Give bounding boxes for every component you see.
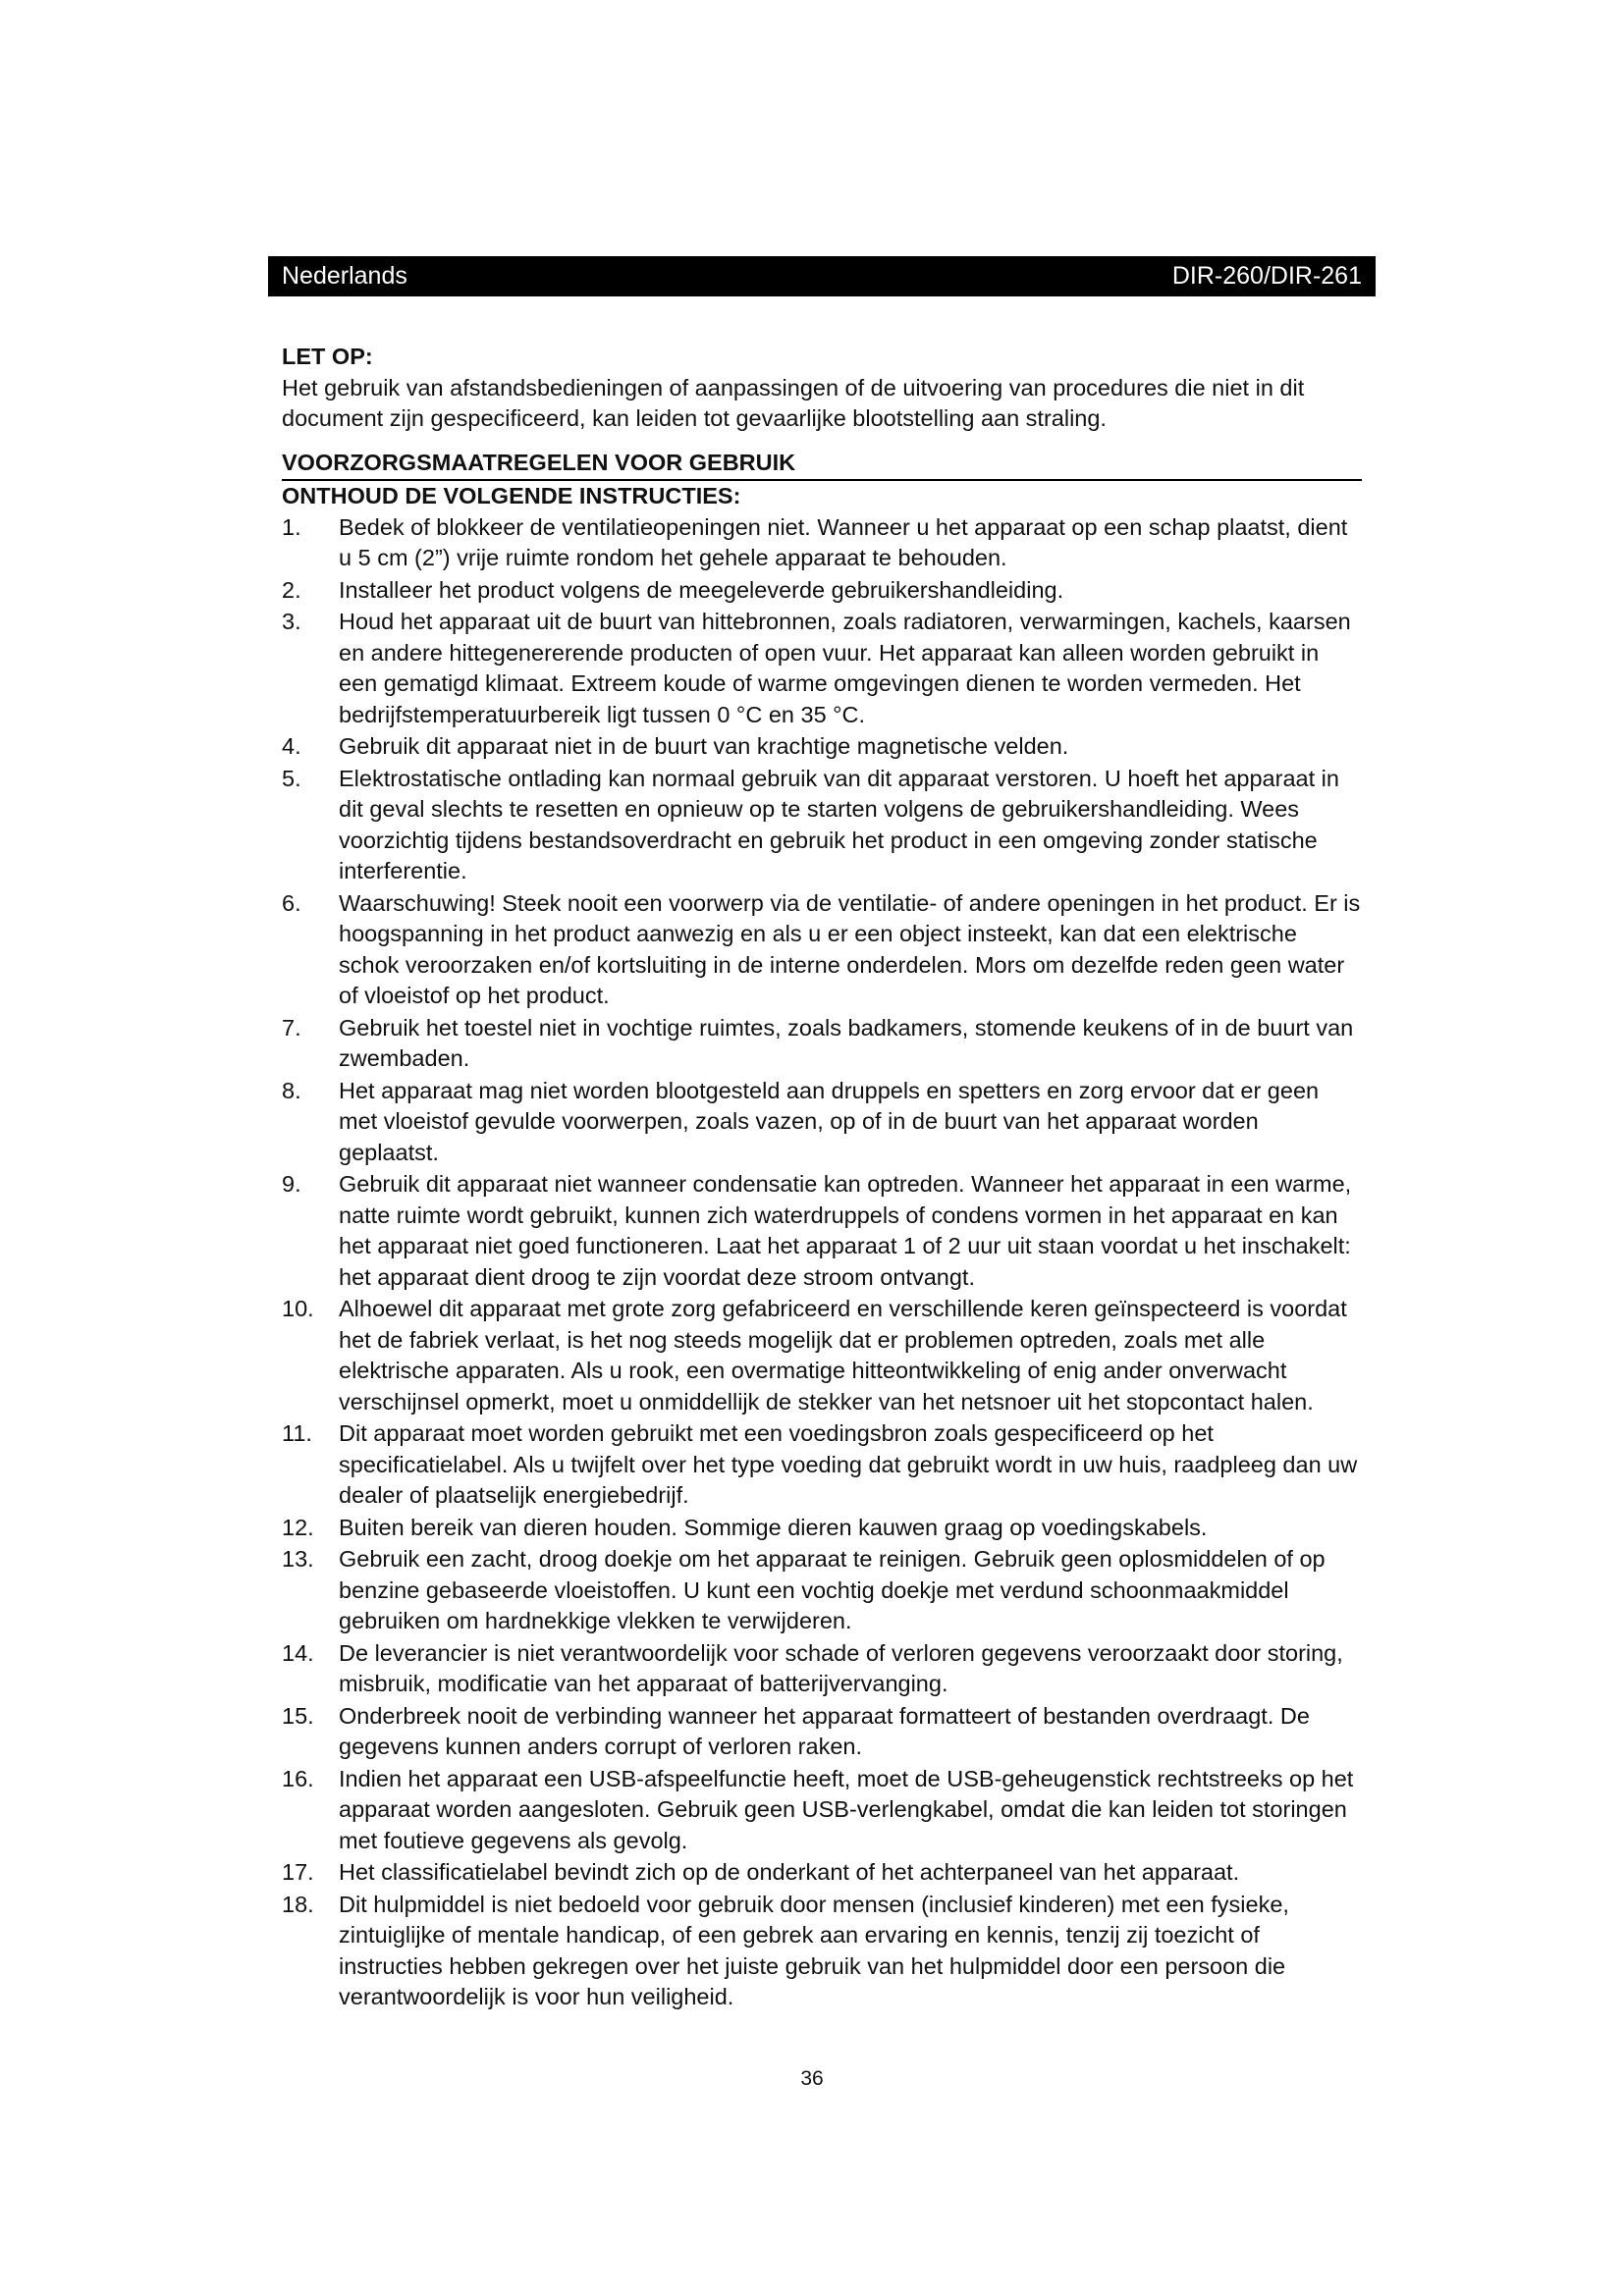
item-number: 15. <box>282 1702 314 1729</box>
item-text: Gebruik dit apparaat niet wanneer condensatie kan optreden. Wanneer het apparaat in een warme, natte ruimte wordt gebruikt, kunnen zich waterdruppels of condens vormen in het apparaat en kan het apparaat niet goed functioneren. Laat het apparaat 1 of 2 uur uit staan voordat u het inschakelt: het apparaat dient droog te zijn voordat deze stroom ontvangt. <box>339 1171 1352 1290</box>
item-number: 4. <box>282 733 301 759</box>
section-subtitle: ONTHOUD DE VOLGENDE INSTRUCTIES: <box>282 483 741 508</box>
header-model: DIR-260/DIR-261 <box>1171 262 1362 290</box>
item-text: Gebruik een zacht, droog doekje om het apparaat te reinigen. Gebruik geen oplosmiddelen of op benzine gebaseerde vloeistoffen. U kunt een vochtig doekje met verdund schoonmaakmiddel gebruiken om hardnekkige vlekken te verwijderen. <box>339 1546 1326 1633</box>
item-text: Elektrostatische ontlading kan normaal gebruik van dit apparaat verstoren. U hoeft het apparaat in dit geval slechts te resetten en opnieuw op te starten volgens de gebruikershandleiding. Wees voorzichtig tijdens bestandsoverdracht en gebruik het product in een omgeving zonder statische interferentie. <box>339 765 1339 883</box>
item-number: 7. <box>282 1014 301 1041</box>
item-text: Gebruik dit apparaat niet in de buurt van krachtige magnetische velden. <box>339 733 1069 759</box>
item-number: 6. <box>282 889 301 916</box>
list-item <box>282 1544 1362 1637</box>
section-title: VOORZORGSMAATREGELEN VOOR GEBRUIK <box>282 448 1362 482</box>
item-number: 8. <box>282 1077 301 1103</box>
list-item <box>282 764 1362 887</box>
caution-title: LET OP: <box>282 344 373 369</box>
item-number: 10. <box>282 1296 314 1321</box>
list-item <box>282 575 1362 607</box>
item-text: Het classificatielabel bevindt zich op de onderkant of het achterpaneel van het apparaat. <box>339 1859 1240 1885</box>
item-text: Buiten bereik van dieren houden. Sommige dieren kauwen graag op voedingskabels. <box>339 1514 1208 1540</box>
item-text: Dit hulpmiddel is niet bedoeld voor gebruik door mensen (inclusief kinderen) met een fysieke, zintuiglijke of mentale handicap, of een gebrek aan ervaring en kennis, tenzij zij toezicht of instructies hebben gekregen over het juiste gebruik van het hulpmiddel door een persoon die verantwoordelijk is voor hun veiligheid. <box>339 1891 1289 2009</box>
page-content <box>282 342 1362 2014</box>
list-item <box>282 1294 1362 1417</box>
item-text: Gebruik het toestel niet in vochtige ruimtes, zoals badkamers, stomende keukens of in de buurt van zwembaden. <box>339 1014 1354 1071</box>
item-number: 18. <box>282 1891 314 1917</box>
item-number: 1. <box>282 513 301 540</box>
list-item <box>282 1013 1362 1075</box>
list-item <box>282 1764 1362 1857</box>
list-item <box>282 607 1362 730</box>
item-text: Indien het apparaat een USB-afspeelfunctie heeft, moet de USB-geheugenstick rechtstreeks op het apparaat worden aangesloten. Gebruik geen USB-verlengkabel, omdat die kan leiden tot storingen met foutieve gegevens als gevolg. <box>339 1765 1354 1853</box>
header-language: Nederlands <box>282 262 407 290</box>
list-item <box>282 1638 1362 1700</box>
item-number: 16. <box>282 1765 314 1791</box>
list-item <box>282 512 1362 574</box>
item-text: Het apparaat mag niet worden blootgesteld aan druppels en spetters en zorg ervoor dat er geen met vloeistof gevulde voorwerpen, zoals vazen, op of in de buurt van het apparaat worden geplaatst. <box>339 1077 1320 1165</box>
item-number: 14. <box>282 1639 314 1666</box>
list-item <box>282 888 1362 1012</box>
item-number: 2. <box>282 576 301 603</box>
list-item <box>282 1513 1362 1544</box>
header-bar <box>268 256 1376 296</box>
list-item <box>282 1890 1362 2013</box>
list-item <box>282 731 1362 763</box>
item-text: Bedek of blokkeer de ventilatieopeningen niet. Wanneer u het apparaat op een schap plaatst, dient u 5 cm (2”) vrije ruimte rondom het gehele apparaat te behouden. <box>339 513 1348 570</box>
item-number: 3. <box>282 609 301 634</box>
item-text: Installeer het product volgens de meegeleverde gebruikershandleiding. <box>339 576 1064 603</box>
item-text: De leverancier is niet verantwoordelijk voor schade of verloren gegevens veroorzaakt door storing, misbruik, modificatie van het apparaat of batterijvervanging. <box>339 1639 1343 1696</box>
page-number: 36 <box>800 2067 824 2090</box>
item-number: 11. <box>282 1420 312 1446</box>
list-item <box>282 1857 1362 1889</box>
instruction-list <box>282 512 1362 2013</box>
caution-text: Het gebruik van afstandsbedieningen of aanpassingen of de uitvoering van procedures die niet in dit document zijn gespecificeerd, kan leiden tot gevaarlijke blootstelling aan straling. <box>282 374 1305 431</box>
list-item <box>282 1076 1362 1169</box>
item-text: Dit apparaat moet worden gebruikt met een voedingsbron zoals gespecificeerd op het specificatielabel. Als u twijfelt over het type voeding dat gebruikt wordt in uw huis, raadpleeg dan uw dealer of plaatselijk energiebedrijf. <box>339 1420 1358 1508</box>
list-item <box>282 1169 1362 1293</box>
item-text: Houd het apparaat uit de buurt van hittebronnen, zoals radiatoren, verwarmingen, kachels, kaarsen en andere hittegenererende producten of open vuur. Het apparaat kan alleen worden gebruikt in een gematigd klimaat. Extreem koude of warme omgevingen dienen te worden vermeden. Het bedrijfstemperatuurbereik ligt tussen 0 °C en 35 °C. <box>339 609 1351 727</box>
item-number: 17. <box>282 1859 314 1885</box>
item-text: Alhoewel dit apparaat met grote zorg gefabriceerd en verschillende keren geïnspecteerd is voordat het de fabriek verlaat, is het nog steeds mogelijk dat er problemen optreden, zoals met alle elektrische apparaten. Als u rook, een overmatige hitteontwikkeling of enig ander onverwacht verschijnsel opmerkt, moet u onmiddellijk de stekker van het netsnoer uit het stopcontact halen. <box>339 1296 1347 1415</box>
item-number: 13. <box>282 1546 314 1572</box>
item-text: Waarschuwing! Steek nooit een voorwerp via de ventilatie- of andere openingen in het product. Er is hoogspanning in het product aanwezig en als u er een object insteekt, kan dat een elektrische schok veroorzaken en/of kortsluiting in de interne onderdelen. Mors om dezelfde reden geen water of vloeistof op het product. <box>339 889 1361 1008</box>
item-number: 9. <box>282 1171 301 1197</box>
item-number: 5. <box>282 765 301 791</box>
item-number: 12. <box>282 1514 314 1540</box>
list-item <box>282 1418 1362 1512</box>
list-item <box>282 1701 1362 1763</box>
item-text: Onderbreek nooit de verbinding wanneer het apparaat formatteert of bestanden overdraagt. De gegevens kunnen anders corrupt of verloren raken. <box>339 1702 1310 1759</box>
